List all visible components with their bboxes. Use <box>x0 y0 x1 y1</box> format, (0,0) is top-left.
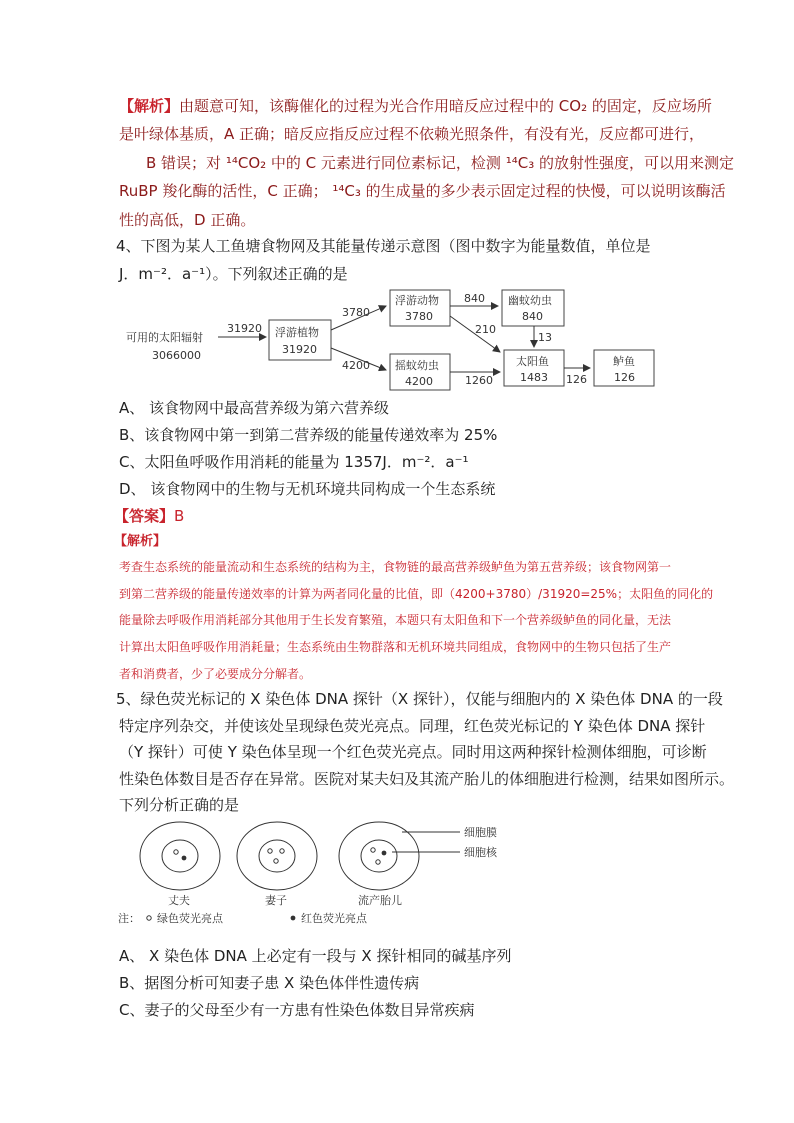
perch-name: 鲈鱼 <box>613 355 635 368</box>
q3-analysis-line-5: 性的高低，D 正确。 <box>119 211 256 229</box>
answer-tag: 【答案】 <box>114 507 175 525</box>
plant-name: 浮游植物 <box>275 326 319 339</box>
youwen-value: 840 <box>522 310 543 323</box>
q4-option-a: A、 该食物网中最高营养级为第六营养级 <box>119 399 390 417</box>
edge-zoo-youwen: 840 <box>464 292 485 305</box>
label-nucleus: 细胞核 <box>464 846 497 859</box>
sunfish-value: 1483 <box>520 371 548 384</box>
cell-label-wife: 妻子 <box>265 894 287 907</box>
green-dot <box>174 850 178 854</box>
edge-zoo-sunfish: 210 <box>475 323 496 336</box>
edge-mosq-sunfish: 1260 <box>465 374 493 387</box>
wife-cell-nucleus <box>259 840 295 872</box>
cell-label-fetus: 流产胎儿 <box>358 894 402 907</box>
q4-stem-line-1: 4、下图为某人工鱼塘食物网及其能量传递示意图（图中数字为能量数值，单位是 <box>116 237 651 255</box>
note-green: 绿色荧光亮点 <box>157 912 223 925</box>
q3-analysis-line-4: RuBP 羧化酶的活性，C 正确； ¹⁴C₃ 的生成量的多少表示固定过程的快慢，可以说明该酶活 <box>119 182 726 200</box>
green-dot <box>371 848 375 852</box>
q4-analysis-tag: 【解析】 <box>114 534 167 549</box>
red-dot <box>382 851 387 856</box>
q5-option-b: B、据图分析可知妻子患 X 染色体伴性遗传病 <box>119 974 420 992</box>
zoo-name: 浮游动物 <box>395 294 439 307</box>
plant-value: 31920 <box>282 343 317 356</box>
husband-cell-membrane <box>140 822 220 890</box>
edge-plant-mosq: 4200 <box>342 359 370 372</box>
analysis-tag: 【解析】 <box>119 97 180 115</box>
q4-analysis-line-5: 者和消费者，少了必要成分分解者。 <box>119 667 312 681</box>
answer-value: B <box>174 507 185 525</box>
note-red: 红色荧光亮点 <box>301 912 367 925</box>
green-dot <box>280 849 284 853</box>
legend-green-dot <box>147 916 151 920</box>
q4-analysis-line-2: 到第二营养级的能量传递效率的计算为两者同化量的比值，即（4200+3780）/31920=25%；太阳鱼的同化的 <box>119 587 714 601</box>
mosq-name: 摇蚊幼虫 <box>395 359 439 372</box>
sun-label: 可用的太阳辐射 <box>126 331 203 344</box>
q4-analysis-line-1: 考查生态系统的能量流动和生态系统的结构为主，食物链的最高营养级鲈鱼为第五营养级；该食物网第一 <box>119 560 672 574</box>
q4-analysis-line-3: 能量除去呼吸作用消耗部分其他用于生长发育繁殖，本题只有太阳鱼和下一个营养级鲈鱼的同化量，无法 <box>119 613 672 627</box>
zoo-value: 3780 <box>405 310 433 323</box>
green-dot <box>274 859 278 863</box>
youwen-name: 幽蚊幼虫 <box>508 294 552 307</box>
perch-value: 126 <box>614 371 635 384</box>
q4-answer <box>114 506 184 526</box>
edge-youwen-sunfish: 13 <box>538 331 552 344</box>
mosq-value: 4200 <box>405 375 433 388</box>
fetus-cell-nucleus <box>361 840 397 872</box>
q4-stem-line-2: J．m⁻²．a⁻¹）。下列叙述正确的是 <box>119 265 348 283</box>
note-prefix: 注： <box>118 912 140 925</box>
sun-value: 3066000 <box>152 349 201 362</box>
edge-plant-zoo: 3780 <box>342 306 370 319</box>
q5-stem-line-2: 特定序列杂交，并使该处呈现绿色荧光亮点。同理，红色荧光标记的 Y 染色体 DNA 探针 <box>119 717 706 735</box>
wife-cell-membrane <box>237 822 317 890</box>
red-dot <box>182 856 187 861</box>
green-dot <box>376 860 380 864</box>
edge-sunfish-perch: 126 <box>566 373 587 386</box>
q5-stem-line-4: 性染色体数目是否存在异常。医院对某夫妇及其流产胎儿的体细胞进行检测，结果如图所示。 <box>119 770 735 788</box>
q3-analysis-line-2: 是叶绿体基质，A 正确；暗反应指反应过程不依赖光照条件，有没有光，反应都可进行， <box>119 125 705 143</box>
cell-label-husband: 丈夫 <box>168 894 190 907</box>
q4-option-d: D、 该食物网中的生物与无机环境共同构成一个生态系统 <box>119 480 496 498</box>
q4-option-c: C、太阳鱼呼吸作用消耗的能量为 1357J．m⁻²．a⁻¹ <box>119 453 469 471</box>
q5-stem-line-1: 5、绿色荧光标记的 X 染色体 DNA 探针（X 探针），仅能与细胞内的 X 染色体 DNA 的一段 <box>116 690 723 708</box>
q4-analysis-line-4: 计算出太阳鱼呼吸作用消耗量；生态系统由生物群落和无机环境共同组成，食物网中的生物只包括了生产 <box>119 640 672 654</box>
q5-option-c: C、妻子的父母至少有一方患有性染色体数目异常疾病 <box>119 1001 475 1019</box>
q5-option-a: A、 X 染色体 DNA 上必定有一段与 X 探针相同的碱基序列 <box>119 947 512 965</box>
edge-sun-plant: 31920 <box>227 322 262 335</box>
green-dot <box>268 849 272 853</box>
husband-cell-nucleus <box>162 840 198 872</box>
cell-figure <box>118 818 530 928</box>
q5-stem-line-5: 下列分析正确的是 <box>119 796 240 814</box>
legend-red-dot <box>291 916 296 921</box>
q3-analysis-line-3: B 错误；对 ¹⁴CO₂ 中的 C 元素进行同位素标记，检测 ¹⁴C₃ 的放射性强度，可以用来测定 <box>146 154 734 172</box>
food-web-diagram <box>120 286 670 396</box>
label-membrane: 细胞膜 <box>464 826 497 839</box>
q3-analysis-line-1: 【解析】由题意可知，该酶催化的过程为光合作用暗反应过程中的 CO₂ 的固定，反应场所 <box>119 97 712 115</box>
q5-stem-line-3: （Y 探针）可使 Y 染色体呈现一个红色荧光亮点。同时用这两种探针检测体细胞，可诊断 <box>119 743 707 761</box>
q4-option-b: B、该食物网中第一到第二营养级的能量传递效率为 25% <box>119 426 498 444</box>
sunfish-name: 太阳鱼 <box>516 355 549 368</box>
